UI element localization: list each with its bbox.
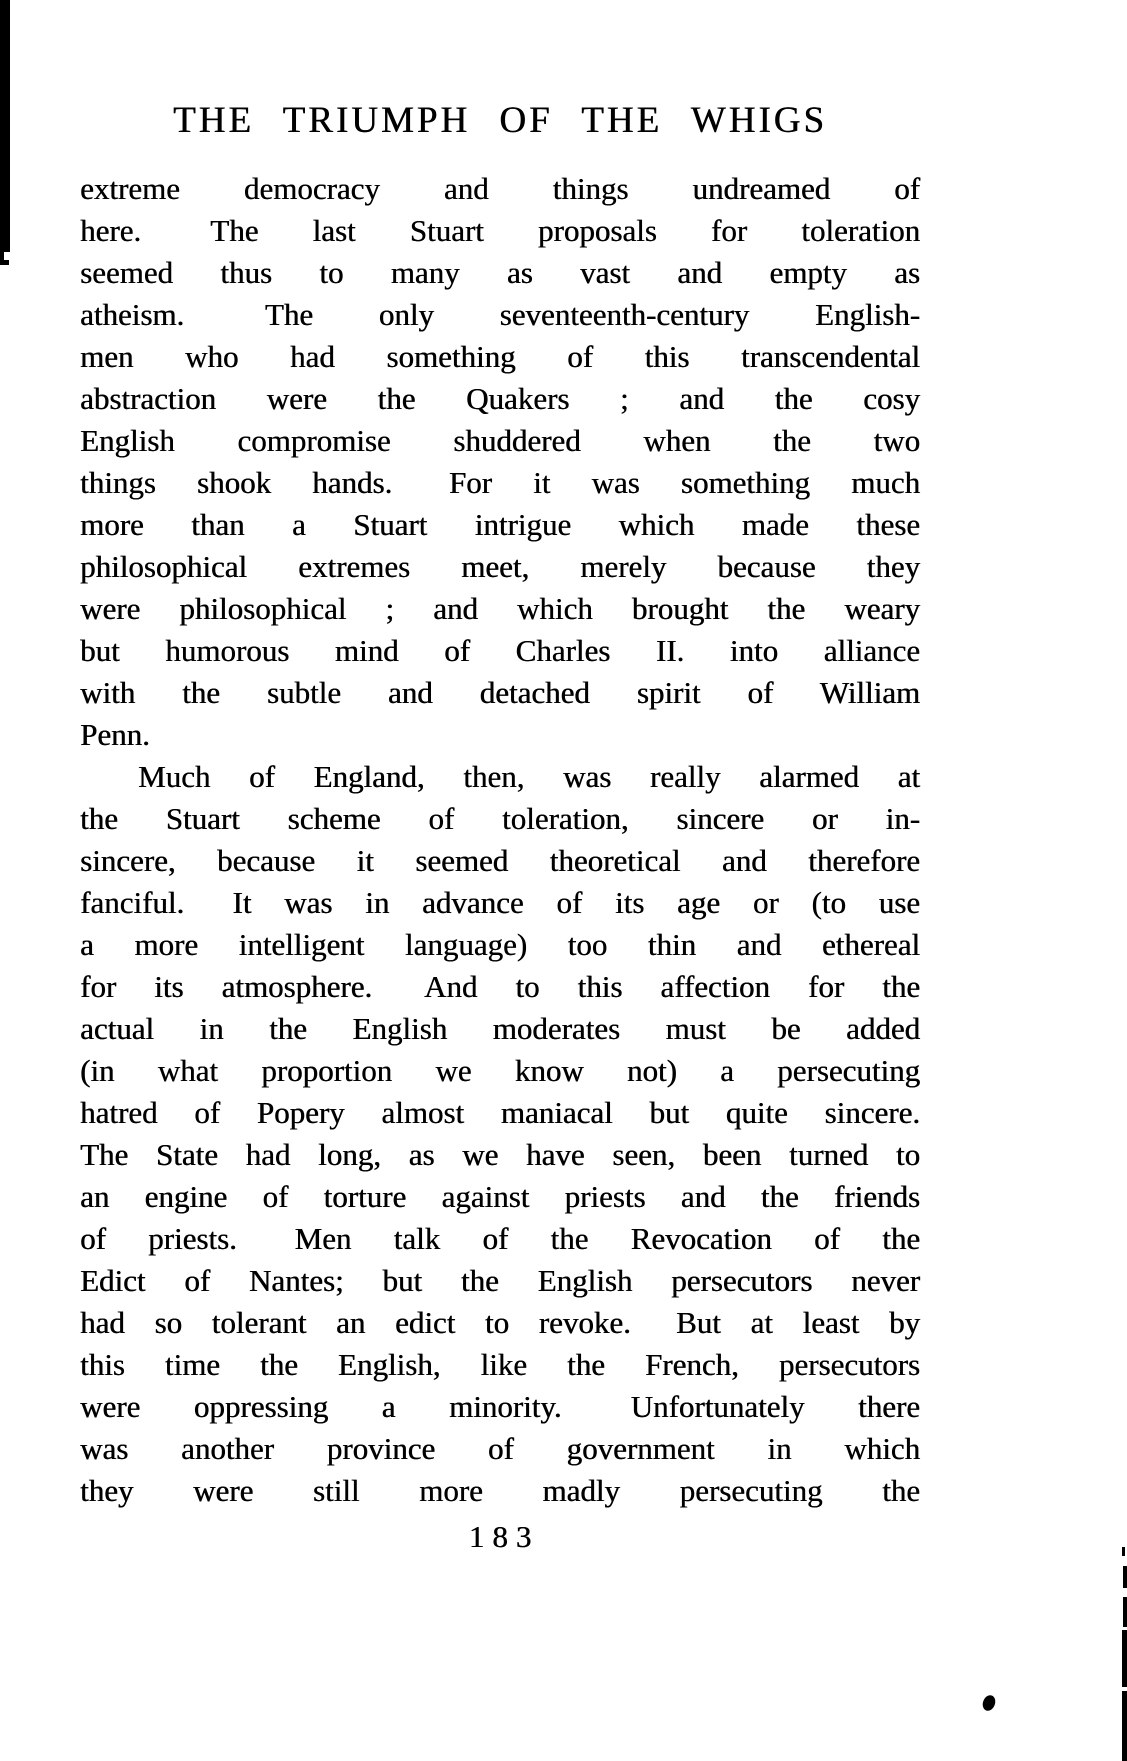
text-line: philosophical extremes meet, merely because they: [80, 549, 920, 584]
text-line: an engine of torture against priests and the friends: [80, 1179, 920, 1214]
text-line: a more intelligent language) too thin and ethereal: [80, 927, 920, 962]
text-line: they were still more madly persecuting the: [80, 1473, 920, 1508]
text-line: The State had long, as we have seen, been turned to: [80, 1137, 920, 1172]
page-number: 183: [468, 1519, 540, 1554]
scan-artifact-right-edge: [1123, 1566, 1127, 1588]
text-line: things shook hands. For it was something much: [80, 465, 920, 500]
text-line: for its atmosphere. And to this affection for the: [80, 969, 920, 1004]
text-line: actual in the English moderates must be added: [80, 1011, 920, 1046]
scan-artifact-right-edge: [1122, 1691, 1127, 1761]
text-line: were philosophical ; and which brought the weary: [80, 591, 920, 626]
text-line: men who had something of this transcendental: [80, 339, 920, 374]
text-line: was another province of government in which: [80, 1431, 920, 1466]
text-line: English compromise shuddered when the two: [80, 423, 920, 458]
scan-artifact-right-edge: [1122, 1630, 1127, 1687]
scan-artifact-ink-spot: [981, 1693, 998, 1712]
text-line: sincere, because it seemed theoretical and therefore: [80, 843, 920, 878]
text-column: [80, 168, 920, 1512]
text-line: the Stuart scheme of toleration, sincere or in-: [80, 801, 920, 836]
text-line: this time the English, like the French, persecutors: [80, 1347, 920, 1382]
text-line: seemed thus to many as vast and empty as: [80, 255, 920, 290]
text-line: fanciful. It was in advance of its age or (to use: [80, 885, 920, 920]
text-line: extreme democracy and things undreamed of: [80, 171, 920, 206]
text-line: but humorous mind of Charles II. into alliance: [80, 633, 920, 668]
text-line: of priests. Men talk of the Revocation of the: [80, 1221, 920, 1256]
text-line: Penn.: [80, 717, 150, 752]
text-line: (in what proportion we know not) a persecuting: [80, 1053, 920, 1088]
scan-artifact-left-bar: [0, 0, 10, 252]
text-line: abstraction were the Quakers ; and the cosy: [80, 381, 920, 416]
text-line: had so tolerant an edict to revoke. But at least by: [80, 1305, 920, 1340]
text-line: Edict of Nantes; but the English persecutors never: [80, 1263, 920, 1298]
scan-artifact-right-edge: [1123, 1597, 1127, 1627]
text-line: here. The last Stuart proposals for toleration: [80, 213, 920, 248]
text-line: Much of England, then, was really alarmed at: [138, 759, 920, 794]
text-line: atheism. The only seventeenth-century English-: [80, 297, 920, 332]
text-line: hatred of Popery almost maniacal but quite sincere.: [80, 1095, 920, 1130]
text-line: with the subtle and detached spirit of William: [80, 675, 920, 710]
text-line: more than a Stuart intrigue which made these: [80, 507, 920, 542]
scan-artifact-right-edge: [1122, 1547, 1125, 1556]
page-title: THE TRIUMPH OF THE WHIGS: [173, 100, 827, 141]
text-line: were oppressing a minority. Unfortunately there: [80, 1389, 920, 1424]
scan-artifact-left-bar-tick: [0, 260, 9, 265]
